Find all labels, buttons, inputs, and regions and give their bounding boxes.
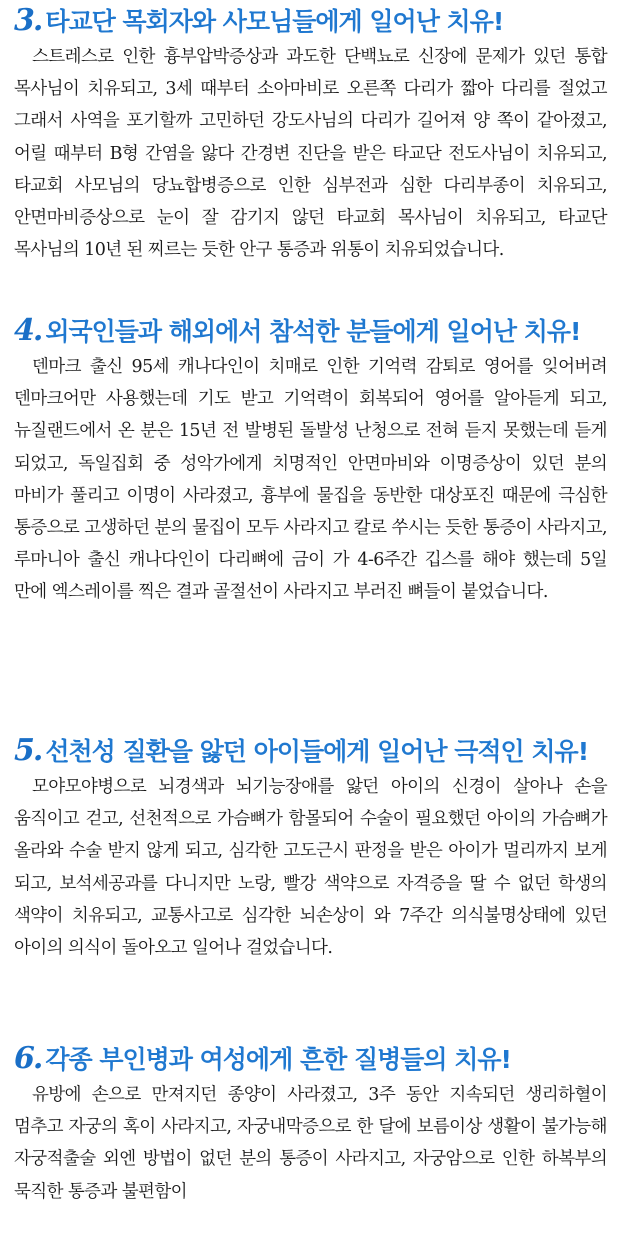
section-title: 타교단 목회자와 사모님들에게 일어난 치유! bbox=[45, 7, 504, 36]
section-number: 6. bbox=[14, 1041, 42, 1076]
section-number: 5. bbox=[14, 733, 42, 768]
section-body: 모야모야병으로 뇌경색과 뇌기능장애를 앓던 아이의 신경이 살아나 손을 움직이고 걷고, 선천적으로 가슴뼈가 함몰되어 수술이 필요했던 아이의 가슴뼈가 올라와 수술 받지 않게 되고, 심각한 고도근시 판정을 받은 아이가 멀리까지 보게 되고, 보석세공과를 다니지만 노랑, 빨강 색약으로 자격증을 딸 수 없던 학생의 색약이 치유되고, 교통사고로 심각한 뇌손상이 와 7주간 의식불명상태에 있던 아이의 의식이 돌아오고 일어나 걸었습니다. bbox=[14, 777, 607, 959]
section-title: 선천성 질환을 앓던 아이들에게 일어난 극적인 치유! bbox=[45, 737, 589, 766]
section-body: 유방에 손으로 만져지던 종양이 사라졌고, 3주 동안 지속되던 생리하혈이 멈추고 자궁의 혹이 사라지고, 자궁내막증으로 한 달에 보름이상 생활이 불가능해 자궁적출술 외엔 방법이 없던 분의 통증이 사라지고, 자궁암으로 인한 하복부의 묵직한 통증과 불편함이 bbox=[14, 1085, 607, 1202]
section-3 bbox=[14, 4, 607, 314]
section-title: 각종 부인병과 여성에게 흔한 질병들의 치유! bbox=[45, 1045, 511, 1074]
section-5 bbox=[14, 734, 607, 1042]
section-body: 덴마크 출신 95세 캐나다인이 치매로 인한 기억력 감퇴로 영어를 잊어버려 덴마크어만 사용했는데 기도 받고 기억력이 회복되어 영어를 알아듣게 되고, 뉴질랜드에서 온 분은 15년 전 발병된 돌발성 난청으로 전혀 듣지 못했는데 듣게 되었고, 독일집회 중 성악가에게 치명적인 안면마비와 이명증상이 있던 분의 마비가 풀리고 이명이 사라졌고, 흉부에 물집을 동반한 대상포진 때문에 극심한 통증으로 고생하던 분의 물집이 모두 사라지고 칼로 쑤시는 듯한 통증이 사라지고, 루마니아 출신 캐나다인이 다리뼈에 금이 가 4-6주간 깁스를 해야 했는데 5일 만에 엑스레이를 찍은 결과 골절선이 사라지고 부러진 뼈들이 붙었습니다. bbox=[14, 357, 607, 603]
section-body: 스트레스로 인한 흉부압박증상과 과도한 단백뇨로 신장에 문제가 있던 통합 목사님이 치유되고, 3세 때부터 소아마비로 오른쪽 다리가 짧아 다리를 절었고 그래서 사역을 포기할까 고민하던 강도사님의 다리가 길어져 양 쪽이 같아졌고, 어릴 때부터 B형 간염을 앓다 간경변 진단을 받은 타교단 전도사님이 치유되고, 타교회 사모님의 당뇨합병증으로 인한 심부전과 심한 다리부종이 치유되고, 안면마비증상으로 눈이 잘 감기지 않던 타교회 목사님이 치유되고, 타교단 목사님의 10년 된 찌르는 듯한 안구 통증과 위통이 치유되었습니다. bbox=[14, 47, 607, 261]
section-heading bbox=[14, 314, 607, 349]
section-6 bbox=[14, 1042, 607, 1238]
section-title: 외국인들과 해외에서 참석한 분들에게 일어난 치유! bbox=[45, 317, 581, 346]
section-number: 3. bbox=[14, 3, 42, 38]
section-number: 4. bbox=[14, 313, 42, 348]
section-heading bbox=[14, 4, 607, 39]
section-heading bbox=[14, 734, 607, 769]
section-4 bbox=[14, 314, 607, 734]
section-heading bbox=[14, 1042, 607, 1077]
